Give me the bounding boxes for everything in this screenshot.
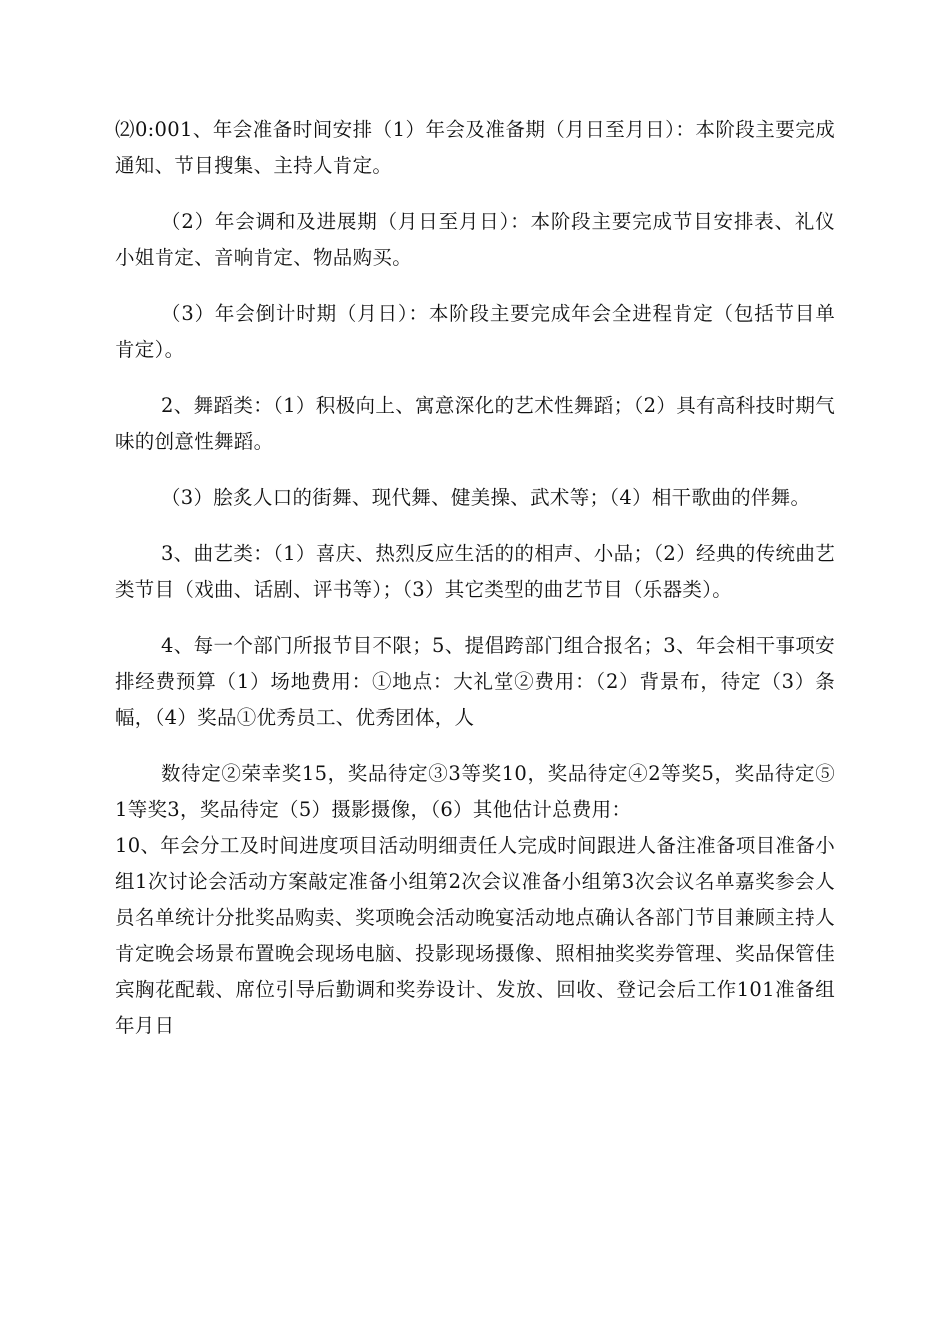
paragraph-dance-category-cont: （3）脍炙人口的街舞、现代舞、健美操、武术等；（4）相干歌曲的伴舞。 bbox=[161, 486, 811, 509]
paragraph-task-division: 10、年会分工及时间进度项目活动明细责任人完成时间跟进人备注准备项目准备小组1次讨论会活动方案敲定准备小组第2次会议准备小组第3次会议名单嘉奖参会人员名单统计分批奖品购卖、奖项晚会活动晚宴活动地点确认各部门节目兼顾主持人肯定晚会场景布置晚会现场电脑、投影现场摄像、照相抽奖奖券管理、奖品保管佳宾胸花配载、席位引导后勤调和奖券设计、发放、回收、登记会后工作101准备组年月日 bbox=[115, 834, 835, 1037]
document-page bbox=[115, 112, 835, 1044]
paragraph-countdown-period: （3）年会倒计时期（月日）：本阶段主要完成年会全进程肯定（包括节目单肯定）。 bbox=[115, 302, 835, 361]
paragraph-prizes: 数待定②荣幸奖15，奖品待定③3等奖10，奖品待定④2等奖5，奖品待定⑤1等奖3，奖品待定（5）摄影摄像，（6）其他估计总费用： bbox=[115, 762, 835, 821]
paragraph-schedule-intro: ⑵0:001、年会准备时间安排（1）年会及准备期（月日至月日）：本阶段主要完成通知、节目搜集、主持人肯定。 bbox=[115, 118, 835, 177]
paragraph-budget: 4、每一个部门所报节目不限；5、提倡跨部门组合报名；3、年会相干事项安排经费预算（1）场地费用：①地点：大礼堂②费用：（2）背景布，待定（3）条幅，（4）奖品①优秀员工、优秀团体，人 bbox=[115, 634, 835, 729]
paragraph-dance-category: 2、舞蹈类：（1）积极向上、寓意深化的艺术性舞蹈；（2）具有高科技时期气味的创意性舞蹈。 bbox=[115, 394, 835, 453]
paragraph-folk-art-category: 3、曲艺类：（1）喜庆、热烈反应生活的的相声、小品；（2）经典的传统曲艺类节目（戏曲、话剧、评书等）；（3）其它类型的曲艺节目（乐器类）。 bbox=[115, 542, 835, 601]
paragraph-coordination-period: （2）年会调和及进展期（月日至月日）：本阶段主要完成节目安排表、礼仪小姐肯定、音响肯定、物品购买。 bbox=[115, 210, 835, 269]
